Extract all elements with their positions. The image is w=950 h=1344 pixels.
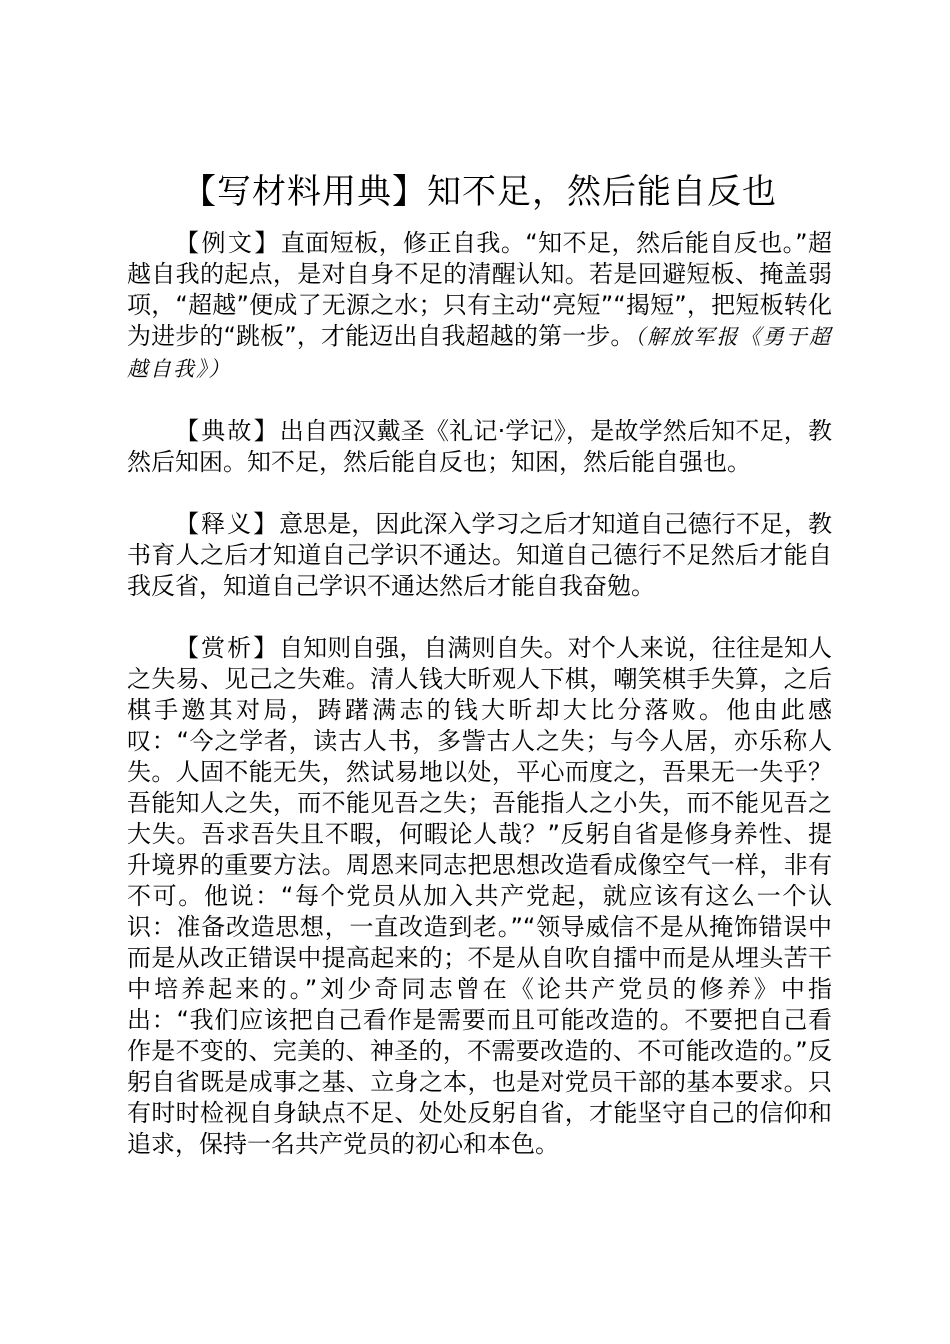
document-page xyxy=(127,168,832,1191)
meaning-label: 【释义】 xyxy=(175,510,280,538)
meaning-paragraph xyxy=(127,509,832,602)
allusion-label: 【典故】 xyxy=(175,417,280,445)
meaning-text: 意思是，因此深入学习之后才知道自己德行不足，教书育人之后才知道自己学识不通达。知道自己德行不足然后才能自我反省，知道自己学识不通达然后才能自我奋勉。 xyxy=(127,510,833,600)
example-label: 【例文】 xyxy=(175,229,281,257)
example-source: （解放军报《勇于超越自我》） xyxy=(127,325,832,381)
allusion-paragraph xyxy=(127,416,832,478)
example-paragraph xyxy=(127,228,832,385)
appreciation-paragraph xyxy=(127,633,832,1160)
example-text: 直面短板，修正自我。“知不足，然后能自反也。”超越自我的起点，是对自身不足的清醒认知。若是回避短板、掩盖弱项，“超越”便成了无源之水；只有主动“亮短”“揭短”，把短板转化为进步的“跳板”，才能迈出自我超越的第一步。 xyxy=(127,229,832,350)
appreciation-text: 自知则自强，自满则自失。对个人来说，往往是知人之失易、见己之失难。清人钱大昕观人下棋，嘲笑棋手失算，之后棋手邀其对局，踌躇满志的钱大昕却大比分落败。他由此感叹：“今之学者，读古人书，多訾古人之失；与今人居，亦乐称人失。人固不能无失，然试易地以处，平心而度之，吾果无一失乎？吾能知人之失，而不能见吾之失；吾能指人之小失，而不能见吾之大失。吾求吾失且不暇，何暇论人哉？”反躬自省是修身养性、提升境界的重要方法。周恩来同志把思想改造看成像空气一样，非有不可。他说：“每个党员从加入共产党起，就应该有这么一个认识：准备改造思想，一直改造到老。”“领导威信不是从掩饰错误中而是从改正错误中提高起来的；不是从自吹自擂中而是从埋头苦干中培养起来的。”刘少奇同志曾在《论共产党员的修养》中指出：“我们应该把自己看作是需要而且可能改造的。不要把自己看作是不变的、完美的、神圣的，不需要改造的、不可能改造的。”反躬自省既是成事之基、立身之本，也是对党员干部的基本要求。只有时时检视自身缺点不足、处处反躬自省，才能坚守自己的信仰和追求，保持一名共产党员的初心和本色。 xyxy=(127,634,833,1158)
allusion-text: 出自西汉戴圣《礼记·学记》，是故学然后知不足，教然后知困。知不足，然后能自反也；知困，然后能自强也。 xyxy=(127,417,832,476)
document-title: 【写材料用典】知不足，然后能自反也 xyxy=(182,172,777,212)
appreciation-label: 【赏析】 xyxy=(175,634,280,662)
